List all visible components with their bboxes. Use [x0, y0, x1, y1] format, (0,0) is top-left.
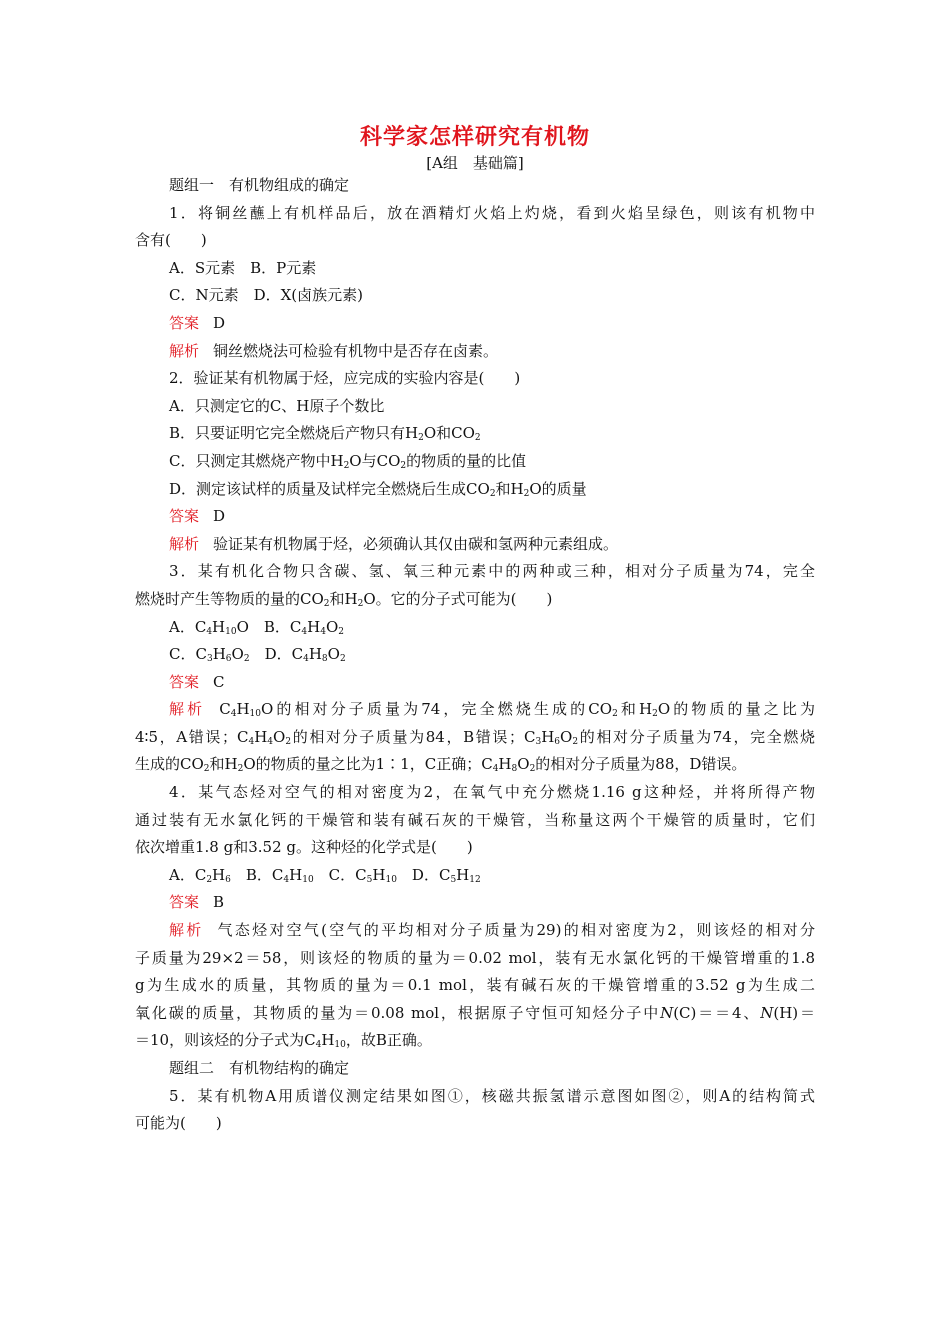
page-subtitle: [A组 基础篇]	[426, 154, 524, 172]
answer-line	[135, 503, 815, 531]
analysis-text: 气态烃对空气(空气的平均相对分子质量为29)的相对密度为2，则该烃的相对分	[217, 921, 815, 940]
analysis-text: 验证某有机物属于烃，必须确认其仅由碳和氢两种元素组成。	[213, 534, 619, 553]
answer-label: 答案	[169, 672, 200, 691]
document-body	[135, 172, 815, 1138]
text-line: 可能为( )	[135, 1114, 222, 1133]
text-line: g为生成水的质量，其物质的量为＝0.1 mol，装有碱石灰的干燥管增重的3.52 g为生成二	[135, 976, 815, 995]
analysis-label: 解析	[169, 534, 200, 553]
answer-line	[135, 310, 815, 338]
analysis-text: $C_4H_{10}O$的相对分子质量为74，完全燃烧生成的$CO_2$和$H_2O$的物质的量之比为	[219, 700, 815, 720]
option-line: A．S元素 B．P元素	[169, 258, 317, 277]
answer-label: 答案	[169, 313, 200, 332]
option-line: A．只测定它的C、H原子个数比	[169, 396, 385, 415]
text-line: 通过装有无水氯化钙的干燥管和装有碱石灰的干燥管，当称量这两个干燥管的质量时，它们	[135, 810, 815, 829]
analysis-text: 铜丝燃烧法可检验有机物中是否存在卤素。	[213, 341, 499, 360]
text-line: 依次增重1.8 g和3.52 g。这种烃的化学式是( )	[135, 838, 473, 857]
answer-text: D	[213, 507, 226, 526]
text-line: 氧化碳的质量，其物质的量为＝0.08 mol，根据原子守恒可知烃分子中N(C)＝＝4、N(H)＝	[135, 1003, 815, 1022]
answer-line	[135, 889, 815, 917]
text-line: 含有( )	[135, 231, 207, 250]
question-line: 4．某气态烃对空气的相对密度为2，在氧气中充分燃烧1.16 g这种烃，并将所得产物	[169, 783, 815, 802]
analysis-line	[135, 338, 815, 366]
answer-text: D	[213, 313, 226, 332]
option-line: A．$C_4H_{10}O$ B．$C_4H_4O_2$	[169, 617, 345, 637]
answer-label: 答案	[169, 893, 200, 912]
text-line: 燃烧时产生等物质的量的$CO_2$和$H_2O$。它的分子式可能为( )	[135, 589, 553, 609]
option-line: A．$C_2H_6$ B．$C_4H_{10}$ C．$C_5H_{10}$ D．$C_5H_{12}$	[169, 865, 481, 885]
text-line: 生成的$CO_2$和$H_2O$的物质的量之比为1∶1，C正确；$C_4H_8O_2$的相对分子质量为88，D错误。	[135, 755, 747, 775]
question-line: 5．某有机物A用质谱仪测定结果如图①，核磁共振氢谱示意图如图②，则A的结构简式	[169, 1086, 815, 1105]
analysis-line	[135, 917, 815, 945]
question-line: 3．某有机化合物只含碳、氢、氧三种元素中的两种或三种，相对分子质量为74，完全	[169, 562, 815, 581]
answer-text: B	[213, 893, 225, 912]
section-heading: 题组一 有机物组成的确定	[169, 176, 350, 194]
section-heading: 题组二 有机物结构的确定	[169, 1059, 350, 1077]
answer-text: C	[213, 672, 225, 691]
option-line: C．N元素 D．X(卤族元素)	[169, 286, 364, 305]
analysis-label: 解析	[169, 700, 206, 719]
text-line: 子质量为29×2＝58，则该烃的物质的量为＝0.02 mol，装有无水氯化钙的干燥管增重的1.8	[135, 948, 815, 967]
analysis-line	[135, 696, 815, 724]
answer-label: 答案	[169, 507, 200, 526]
text-line: ＝10，则该烃的分子式为$C_4H_{10}$，故B正确。	[135, 1031, 432, 1051]
text-line: 4∶5，A错误；$C_4H_4O_2$的相对分子质量为84，B错误；$C_3H_6O_2$的相对分子质量为74，完全燃烧	[135, 727, 815, 747]
answer-line	[135, 669, 815, 697]
question-line: 1．将铜丝蘸上有机样品后，放在酒精灯火焰上灼烧，看到火焰呈绿色，则该有机物中	[169, 203, 815, 222]
option-line: B．只要证明它完全燃烧后产物只有$H_2O$和$CO_2$	[169, 424, 481, 444]
option-line: C．$C_3H_6O_2$ D．$C_4H_8O_2$	[169, 645, 346, 665]
analysis-label: 解析	[169, 921, 204, 940]
option-line: D．测定该试样的质量及试样完全燃烧后生成$CO_2$和$H_2O$的质量	[169, 479, 587, 499]
analysis-label: 解析	[169, 341, 200, 360]
analysis-line	[135, 531, 815, 559]
page-title: 科学家怎样研究有机物	[359, 124, 590, 150]
question-line: 2．验证某有机物属于烃，应完成的实验内容是( )	[169, 369, 521, 388]
option-line: C．只测定其燃烧产物中$H_2O$与$CO_2$的物质的量的比值	[169, 451, 527, 471]
